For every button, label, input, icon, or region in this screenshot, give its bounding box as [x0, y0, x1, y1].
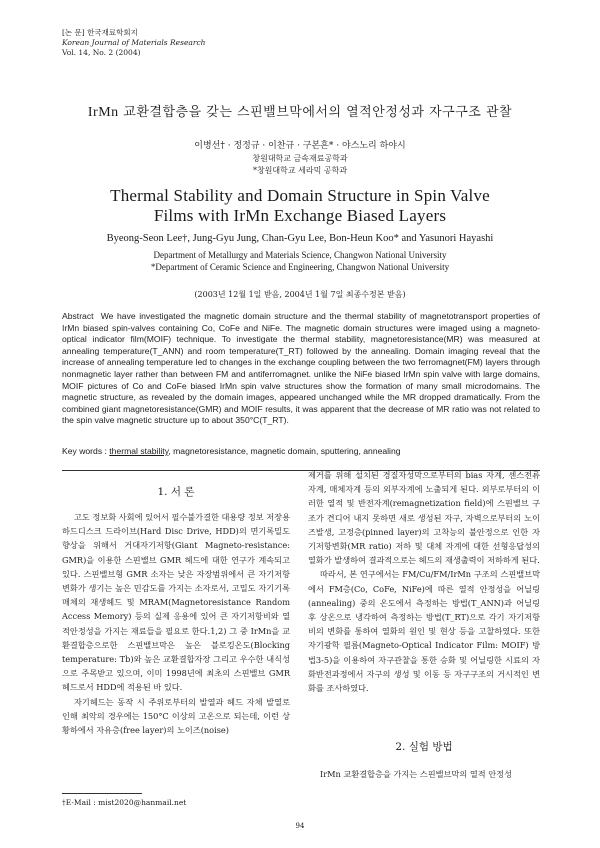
footnote-email: †E-Mail : mist2020@hanmail.net	[62, 798, 187, 807]
english-title	[0, 186, 600, 226]
korean-affiliations	[0, 153, 600, 176]
english-affiliation-1: Department of Metallurgy and Materials Science, Changwon National University	[153, 250, 447, 260]
right-paragraph-1: 제거를 위해 설치된 경질자성막으로부터의 bias 자계, 센스전류자계, 매체자계 등의 외부자계에 노출되게 된다. 외부로부터의 이러한 열적 및 반전자계(remagnetization field)에 스핀밸브 구조가 견디어 내지 못하면 새로 생성된 자구, 자벽으로부터의 노이즈발생, 고정층(pinned layer)의 고착능의 불안정으로 인한 자기저항변화(MR ratio) 저하 및 대체 자계에 대한 선형응답성의 열화가 발생하여 결과적으로는 헤드의 재생출력이 저하하게 된다.	[308, 470, 540, 566]
keywords-rest: , magnetoresistance, magnetic domain, sputtering, annealing	[168, 446, 401, 456]
abstract-text: We have investigated the magnetic domain structure and the thermal stability of magnetotransport properties of IrMn biased spin-valves containing Co, CoFe and NiFe. The magnetic domain structures were imaged using a magneto-optical indicator film(MOIF) technique. To investigate the thermal stability, magnetoresistance(MR) was measured at annealing temperature(T_ANN) and room temperature(T_RT) followed by the annealing. Domain imaging reveal that the increase of annealing temperature led to changes in the exchange coupling between the two ferromagnet(FM) layers through nonmagnetic layer rather than between FM and antiferromagnet. unlike the NiFe biased IrMn spin valve with large domains, MOIF pictures of Co and CoFe biased IrMn spin valve structures show the formation of many small microdomains. The magnetic structure, as revealed by the domain images, appeared unchanged while the MR dropped dramatically. From the combined giant magnetoresistance(GMR) and MOIF results, it was apparent that the decrease of MR ratio was not related to the spin valve magnetic structure up to about 350°C(T_RT).	[62, 311, 540, 426]
footnote-divider	[62, 793, 142, 794]
section-2-heading-block	[308, 739, 540, 762]
korean-affiliation-1: 창원대학교 금속재료공학과	[252, 154, 348, 163]
abstract	[62, 311, 540, 427]
abstract-label: Abstract	[62, 311, 94, 321]
journal-name: Korean Journal of Materials Research	[62, 38, 206, 47]
left-column	[62, 510, 290, 737]
journal-header	[62, 28, 205, 58]
english-title-line-1: Thermal Stability and Domain Structure in Spin Valve	[110, 186, 490, 205]
korean-title	[0, 101, 600, 121]
received-dates: (2003년 12월 1일 받음, 2004년 1월 7일 최종수정본 받음)	[194, 290, 406, 299]
keywords	[62, 446, 540, 456]
section-1-heading-block	[62, 484, 290, 507]
right-paragraph-3: IrMn 교환결합층을 가지는 스핀밸브막의 열적 안정성	[320, 769, 513, 779]
left-paragraph-2: 자기헤드는 동작 시 주위로부터의 발열과 헤드 자체 발열로 인해 최악의 경우에는 150°C 이상의 고온으로 되는데, 이런 상황하에서 자유층(free layer)의 노이즈(noise)	[62, 696, 290, 736]
english-authors: Byeong-Seon Lee†, Jung-Gyu Jung, Chan-Gyu Lee, Bon-Heun Koo* and Yasunori Hayashi	[106, 233, 494, 244]
korean-authors: 이병선† · 정정규 · 이찬규 · 구본흔* · 야스노리 하야시	[194, 141, 406, 151]
korean-title-prefix: IrMn	[87, 105, 119, 120]
english-title-line-2: Films with IrMn Exchange Biased Layers	[153, 206, 447, 225]
section-1-title: 1. 서 론	[157, 486, 195, 498]
korean-affiliation-2: *창원대학교 세라믹 공학과	[252, 165, 348, 175]
page-number: 94	[295, 822, 305, 830]
keywords-label: Key words :	[62, 446, 110, 456]
left-paragraph-1: 고도 정보화 사회에 있어서 필수불가결한 대용량 정보 저장용 하드디스크 드라이브(Hard Disc Drive, HDD)의 면기록밀도 향상을 위해서 거대자기저항(Giant Magneto-resistance: GMR)을 이용한 스핀밸브 GMR 헤드에 대한 연구가 계속되고 있다. 스핀밸브형 GMR 소자는 낮은 자장범위에서 큰 자기저항변화가 생기는 높은 민감도를 가지는 소자로서, 고밀도 자기기록매체의 재생헤드 및 MRAM(Magnetoresistance Random Access Memory) 등의 실제 응용에 있어 큰 자기저항비와 열적안정성을 가지는 재료들을 필요로 한다.1,2) 그 중 IrMn을 교환결합층으로한 스핀밸브막은 높은 블로킹온도(Blocking temperature: Tb)와 높은 교환결합자장 그리고 우수한 내식성으로 주목받고 있으며, 이미 1998년에 최초의 스핀밸브 GMR 헤드로서 HDD에 적용된 바 있다.	[62, 512, 290, 693]
korean-title-rest: 교환결합층을 갖는 스핀밸브막에서의 열적안정성과 자구구조 관찰	[118, 105, 513, 120]
right-paragraph-2: 따라서, 본 연구에서는 FM/Cu/FM/IrMn 구조의 스핀밸브막에서 FM층(Co, CoFe, NiFe)에 따른 열적 안정성을 어닐링(annealing) 중의 온도에서 측정하는 방법(T_ANN)과 어닐링 후 상온으로 냉각하여 측정하는 방법(T_RT)으로 각기 자기저항비의 변화를 통하여 열화의 원인 및 현상 등을 고찰하였다. 또한 자기광학 필름(Magneto-Optical Indicator Film: MOIF) 방법3-5)을 이용하여 자구관찰을 통한 승화 및 어닐링한 시료의 자화반전과정에서 자구의 생성 및 이동 등 자구구조의 거시적인 변화를 조사하였다.	[308, 569, 540, 694]
right-column-tail	[308, 767, 540, 781]
section-2-title: 2. 실험 방법	[395, 741, 453, 753]
right-column	[308, 468, 540, 695]
keyword-first: thermal stability	[109, 446, 169, 456]
english-affiliations	[0, 249, 600, 273]
header-category: [논 문] 한국재료학회지	[62, 28, 138, 37]
journal-volume: Vol. 14, No. 2 (2004)	[62, 48, 141, 57]
english-affiliation-2: *Department of Ceramic Science and Engineering, Changwon National University	[150, 262, 450, 272]
